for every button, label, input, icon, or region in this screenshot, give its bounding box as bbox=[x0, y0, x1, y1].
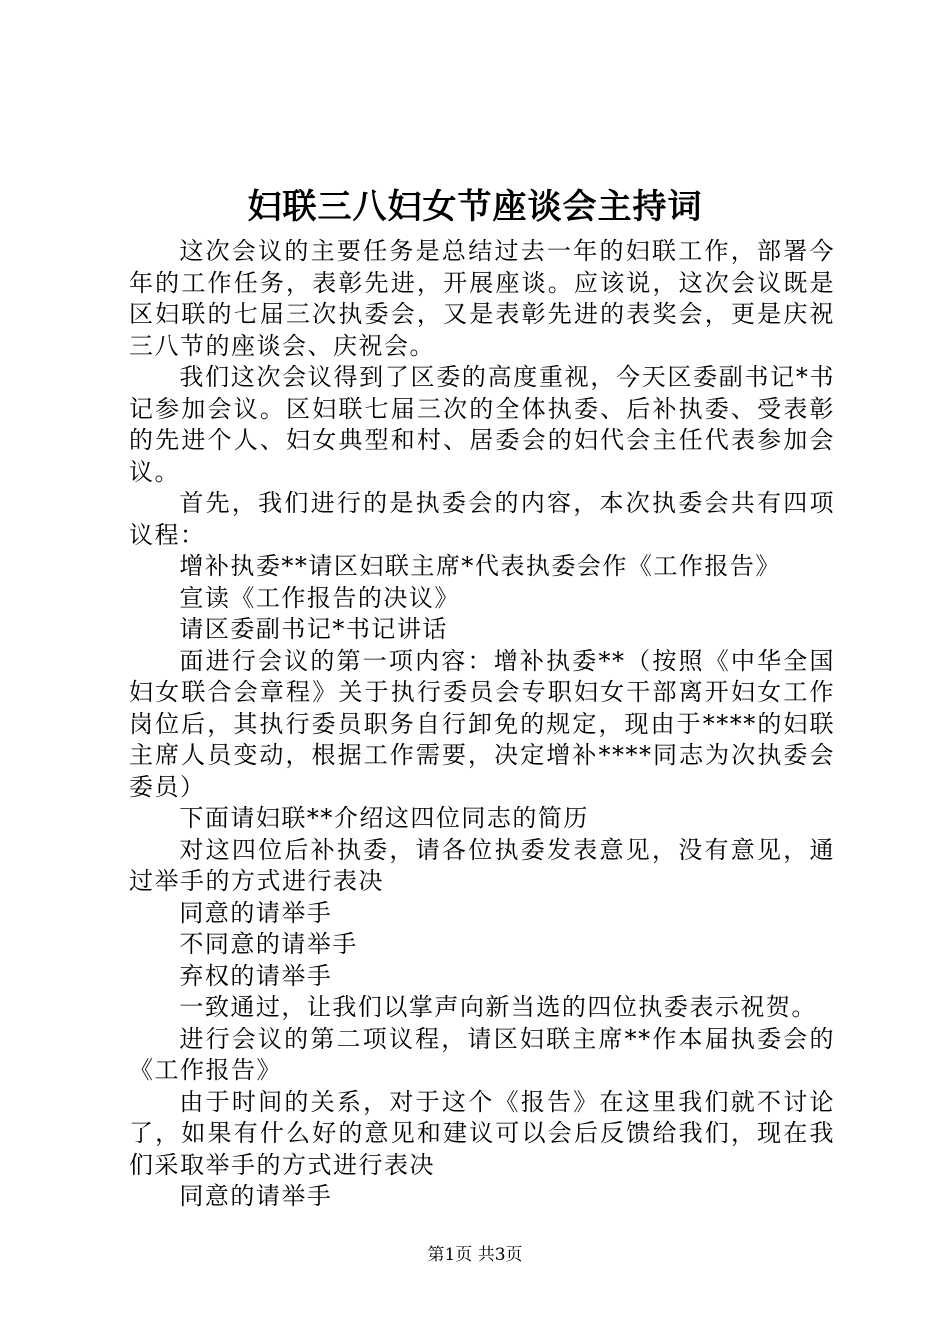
paragraph: 面进行会议的第一项内容：增补执委**（按照《中华全国妇女联合会章程》关于执行委员会专职妇女干部离开妇女工作岗位后，其执行委员职务自行卸免的规定，现由于****的妇联主席人员变动，根据工作需要，决定增补****同志为次执委会委员） bbox=[129, 646, 835, 801]
paragraph: 我们这次会议得到了区委的高度重视，今天区委副书记*书记参加会议。区妇联七届三次的全体执委、后补执委、受表彰的先进个人、妇女典型和村、居委会的妇代会主任代表参加会议。 bbox=[129, 363, 835, 486]
paragraph: 下面请妇联**介绍这四位同志的简历 bbox=[179, 804, 589, 832]
paragraph: 进行会议的第二项议程，请区妇联主席**作本届执委会的《工作报告》 bbox=[129, 1024, 835, 1084]
paragraph: 由于时间的关系，对于这个《报告》在这里我们就不讨论了，如果有什么好的意见和建议可以会后反馈给我们，现在我们采取举手的方式进行表决 bbox=[129, 1087, 835, 1179]
paragraph: 同意的请举手 bbox=[179, 1182, 333, 1210]
paragraph: 弃权的请举手 bbox=[179, 961, 333, 990]
document-title: 妇联三八妇女节座谈会主持词 bbox=[247, 187, 703, 227]
paragraph: 宣读《工作报告的决议》 bbox=[179, 583, 460, 612]
paragraph: 对这四位后补执委，请各位执委发表意见，没有意见，通过举手的方式进行表决 bbox=[129, 835, 835, 895]
paragraph: 首先，我们进行的是执委会的内容，本次执委会共有四项议程： bbox=[129, 489, 835, 549]
paragraph: 不同意的请举手 bbox=[179, 930, 358, 958]
paragraph: 同意的请举手 bbox=[179, 898, 333, 927]
paragraph: 这次会议的主要任务是总结过去一年的妇联工作，部署今年的工作任务，表彰先进，开展座谈。应该说，这次会议既是区妇联的七届三次执委会，又是表彰先进的表奖会，更是庆祝三八节的座谈会、庆祝会。 bbox=[129, 237, 835, 360]
paragraph: 请区委副书记*书记讲话 bbox=[179, 615, 448, 643]
document-body bbox=[129, 236, 835, 1213]
page-number-footer: 第1页 共3页 bbox=[427, 1245, 523, 1265]
paragraph: 一致通过，让我们以掌声向新当选的四位执委表示祝贺。 bbox=[179, 993, 817, 1021]
paragraph: 增补执委**请区妇联主席*代表执委会作《工作报告》 bbox=[179, 552, 781, 580]
